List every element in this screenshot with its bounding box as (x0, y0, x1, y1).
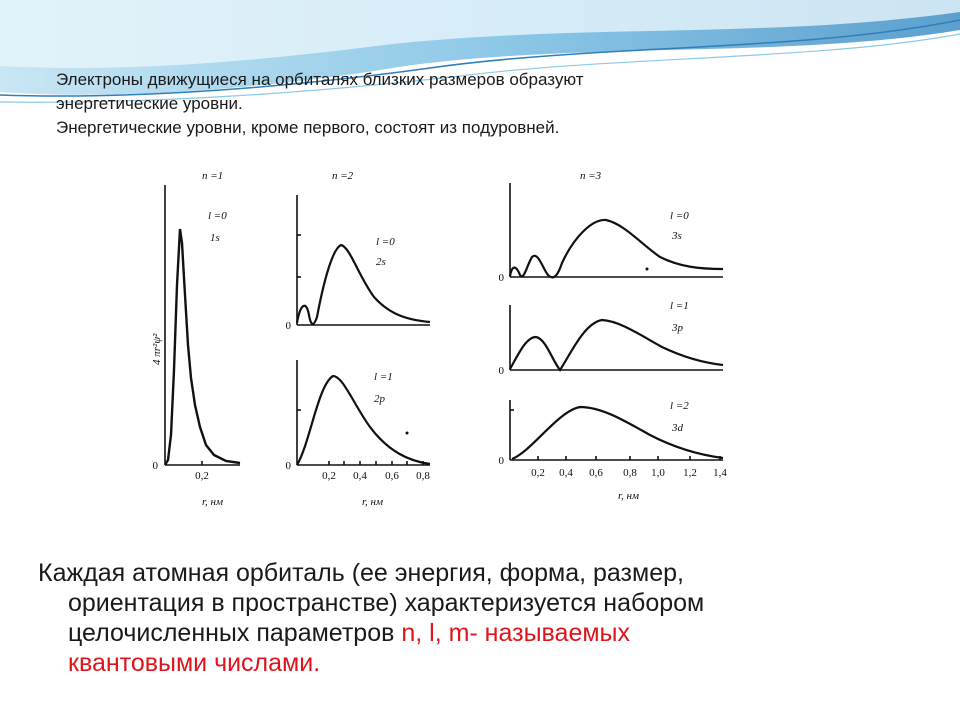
p1-1s-curve (165, 229, 240, 465)
bottom-line-2: ориентация в пространстве) характеризуется набором (68, 589, 705, 617)
p1-l-label: l =0 (208, 210, 227, 222)
axis3-xlabel: r, нм (618, 490, 640, 502)
axis3-tick-label: 1,4 (713, 467, 727, 479)
intro-line-2: энергетические уровни. (56, 94, 243, 113)
p3a-l-label: l =0 (670, 210, 689, 222)
axis3-tick-label: 1,0 (651, 467, 665, 479)
axis3-tick-label: 0,6 (589, 467, 603, 479)
p2a-orbital-label: 2s (376, 256, 386, 268)
axis3-tick-label: 0,2 (531, 467, 545, 479)
p2b-orbital-label: 2p (374, 393, 385, 405)
p3a-zero-label: 0 (498, 272, 504, 284)
p2a-n-label: n =2 (332, 170, 354, 182)
intro-line-1: Электроны движущиеся на орбиталях близких размеров образуют (56, 70, 584, 89)
bottom-line-1: Каждая атомная орбиталь (ее энергия, форма, размер, (38, 559, 684, 587)
p3c-zero-label: 0 (498, 455, 504, 467)
axis2-tick-label: 0,2 (322, 470, 336, 482)
intro-line-3: Энергетические уровни, кроме первого, состоят из подуровней. (56, 118, 560, 137)
axis2-tick-label: 0,6 (385, 470, 399, 482)
axis3-tick-label: 0,4 (559, 467, 573, 479)
p2b-zero-label: 0 (285, 460, 291, 472)
p3-3p-curve (510, 320, 723, 370)
axis3-tick-label: 1,2 (683, 467, 697, 479)
p1-zero-label: 0 (152, 460, 158, 472)
quantum-numbers-highlight: n, l, m- называемых (401, 619, 631, 647)
p2-2p-curve (297, 376, 430, 465)
axis1-xlabel: r, нм (202, 496, 224, 508)
axis3-tick-label: 0,8 (623, 467, 637, 479)
p2a-l-label: l =0 (376, 236, 395, 248)
axis2-tick-label: 0,8 (416, 470, 430, 482)
y-axis-label: 4 πr²ψ² (151, 333, 163, 365)
p3b-l-label: l =1 (670, 300, 689, 312)
p1-n-label: n =1 (202, 170, 224, 182)
bottom-text (38, 558, 918, 678)
p2b-l-label: l =1 (374, 371, 393, 383)
bottom-line-3-text: целочисленных параметров (68, 619, 402, 647)
p3b-orbital-label: 3p (672, 322, 683, 334)
intro-text (56, 68, 916, 140)
p3-3s-curve (510, 220, 723, 277)
p3a-orbital-label: 3s (672, 230, 682, 242)
axis2-xlabel: r, нм (362, 496, 384, 508)
p1-orbital-label: 1s (210, 232, 220, 244)
p3c-l-label: l =2 (670, 400, 689, 412)
bottom-line-4: квантовыми числами. (68, 649, 321, 677)
bottom-line-3 (38, 618, 918, 648)
p3c-orbital-label: 3d (672, 422, 683, 434)
axis1-tick-label: 0,2 (195, 470, 209, 482)
p3-3d-curve (512, 407, 723, 459)
p2a-zero-label: 0 (285, 320, 291, 332)
axis2-tick-label: 0,4 (353, 470, 367, 482)
p3b-zero-label: 0 (498, 365, 504, 377)
radial-probability-figure (140, 165, 760, 515)
p2-2s-curve (297, 245, 430, 324)
p3a-n-label: n =3 (580, 170, 602, 182)
